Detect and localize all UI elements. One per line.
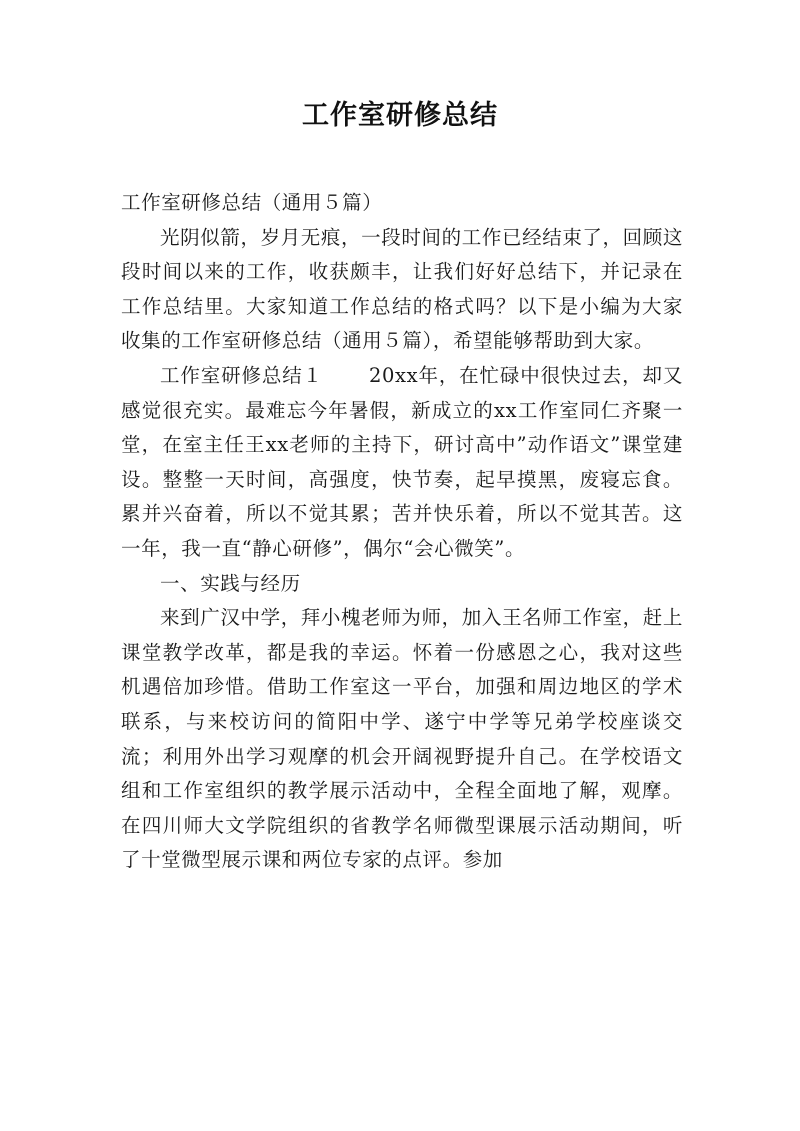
intro-paragraph: 光阴似箭，岁月无痕，一段时间的工作已经结束了，回顾这段时间以来的工作，收获颇丰，让我们好好总结下，并记录在工作总结里。大家知道工作总结的格式吗？以下是小编为大家收集的工作室研修总结（通用５篇），希望能够帮助到大家。: [121, 225, 683, 353]
practice-paragraph: 来到广汉中学，拜小槐老师为师，加入王名师工作室，赶上课堂教学改革，都是我的幸运。怀着一份感恩之心，我对这些机遇倍加珍惜。借助工作室这一平台，加强和周边地区的学术联系，与来校访问的简阳中学、遂宁中学等兄弟学校座谈交流；利用外出学习观摩的机会开阔视野提升自己。在学校语文组和工作室组织的教学展示活动中，全程全面地了解，观摩。在四川师大文学院组织的省教学名师微型课展示活动期间，听了十堂微型展示课和两位专家的点评。参加: [121, 606, 683, 872]
section-1-paragraph: [121, 359, 683, 567]
document-body: [121, 186, 683, 878]
section-1-text: 20xx年，在忙碌中很快过去，却又感觉很充实。最难忘今年暑假，新成立的xx工作室同仁齐聚一堂，在室主任王xx老师的主持下，研讨高中”动作语文”课堂建设。整整一天时间，高强度，快节奏，起早摸黑，废寝忘食。累并兴奋着，所以不觉其累；苦并快乐着，所以不觉其苦。这一年，我一直“静心研修”，偶尔“会心微笑”。: [121, 363, 683, 560]
section-1-label: 工作室研修总结１: [160, 363, 323, 387]
document-title: 工作室研修总结: [302, 100, 498, 131]
heading-practice: 一、实践与经历: [160, 571, 301, 595]
document-subtitle: 工作室研修总结（通用５篇）: [121, 191, 383, 214]
